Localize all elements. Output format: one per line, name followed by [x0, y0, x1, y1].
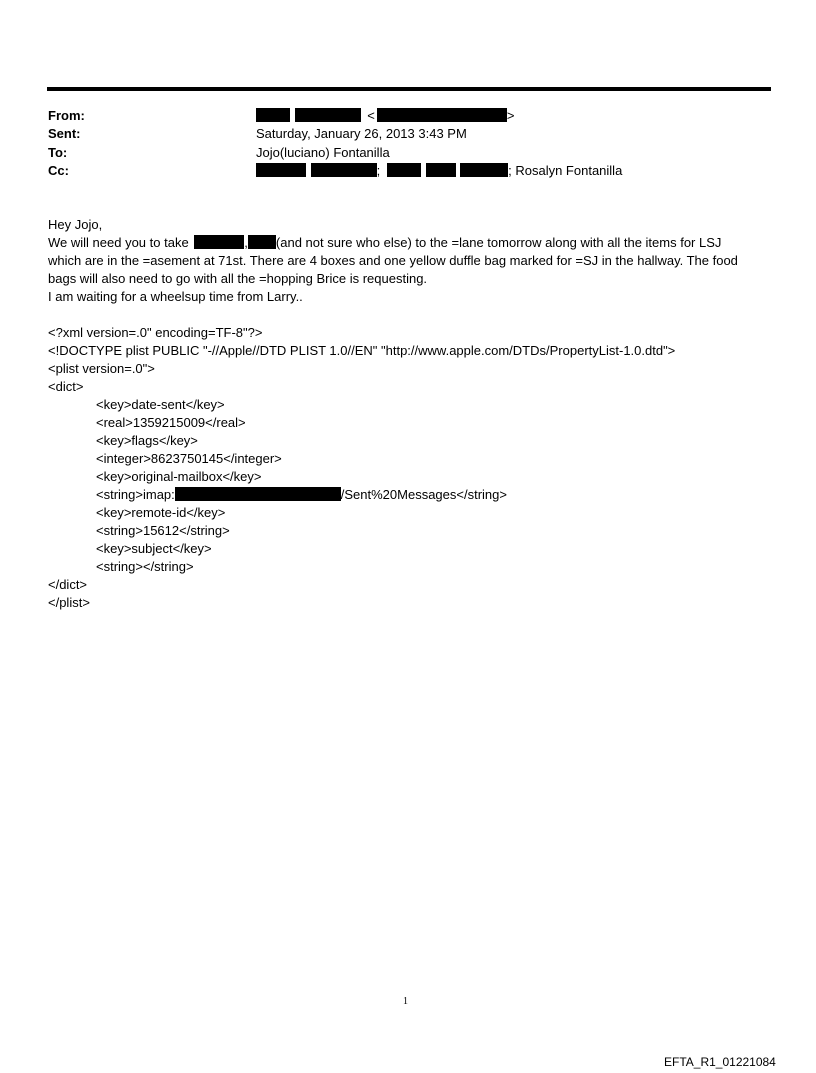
to-value: Jojo(luciano) Fontanilla: [256, 145, 390, 160]
cc-tail: ; Rosalyn Fontanilla: [508, 163, 623, 178]
plist-open: <plist version=.0">: [48, 361, 155, 376]
line1-text-b: (and not sure who else) to the =lane tomorrow along with all the items for LSJ: [275, 235, 722, 250]
redaction-block: [311, 163, 377, 177]
bates-number: EFTA_R1_01221084: [664, 1055, 776, 1069]
line1-text-a: We will need you to take: [48, 235, 189, 250]
key-date-sent: <key>date-sent</key>: [96, 397, 225, 412]
line1-comma: ,: [244, 235, 248, 250]
plist-doctype: <!DOCTYPE plist PUBLIC "-//Apple//DTD PLIST 1.0//EN" "http://www.apple.com/DTDs/PropertyList-1.0.dtd">: [48, 343, 676, 358]
message-line-1: [48, 234, 721, 252]
redaction-block: [175, 487, 341, 501]
message-line-4: I am waiting for a wheelsup time from Larry..: [48, 289, 303, 304]
redaction-block: [256, 163, 306, 177]
greeting: Hey Jojo,: [48, 217, 103, 232]
cc-label: Cc:: [48, 163, 69, 178]
value-mailbox: [96, 486, 507, 504]
redaction-block: [387, 163, 421, 177]
redaction-block: [248, 235, 276, 249]
redaction-block: [460, 163, 508, 177]
from-value: [256, 107, 514, 124]
key-original-mailbox: <key>original-mailbox</key>: [96, 469, 262, 484]
from-label: From:: [48, 108, 85, 123]
sent-label: Sent:: [48, 126, 81, 141]
mailbox-prefix: <string>imap:: [96, 487, 175, 502]
cc-separator: ;: [376, 163, 381, 178]
key-remote-id: <key>remote-id</key>: [96, 505, 226, 520]
plist-xml-decl: <?xml version=.0" encoding=TF-8"?>: [48, 325, 263, 340]
redaction-block: [295, 108, 361, 122]
from-lt: <: [367, 108, 375, 123]
cc-value: [256, 162, 622, 179]
sent-value: Saturday, January 26, 2013 3:43 PM: [256, 126, 467, 141]
key-flags: <key>flags</key>: [96, 433, 198, 448]
plist-close: </plist>: [48, 595, 90, 610]
header-rule: [47, 87, 771, 91]
to-label: To:: [48, 145, 68, 160]
value-remote-id: <string>15612</string>: [96, 523, 230, 538]
page-number: 1: [403, 996, 408, 1007]
redaction-block: [377, 108, 507, 122]
value-integer: <integer>8623750145</integer>: [96, 451, 282, 466]
redaction-block: [426, 163, 456, 177]
from-gt: >: [506, 108, 515, 123]
value-real: <real>1359215009</real>: [96, 415, 246, 430]
value-subject: <string></string>: [96, 559, 194, 574]
key-subject: <key>subject</key>: [96, 541, 212, 556]
dict-close: </dict>: [48, 577, 88, 592]
redaction-block: [256, 108, 290, 122]
message-line-3: bags will also need to go with all the =hopping Brice is requesting.: [48, 271, 428, 286]
redaction-block: [194, 235, 244, 249]
dict-open: <dict>: [48, 379, 84, 394]
message-line-2: which are in the =asement at 71st. There are 4 boxes and one yellow duffle bag marked for =SJ in the hallway. The food: [48, 253, 738, 268]
mailbox-suffix: /Sent%20Messages</string>: [340, 487, 507, 502]
